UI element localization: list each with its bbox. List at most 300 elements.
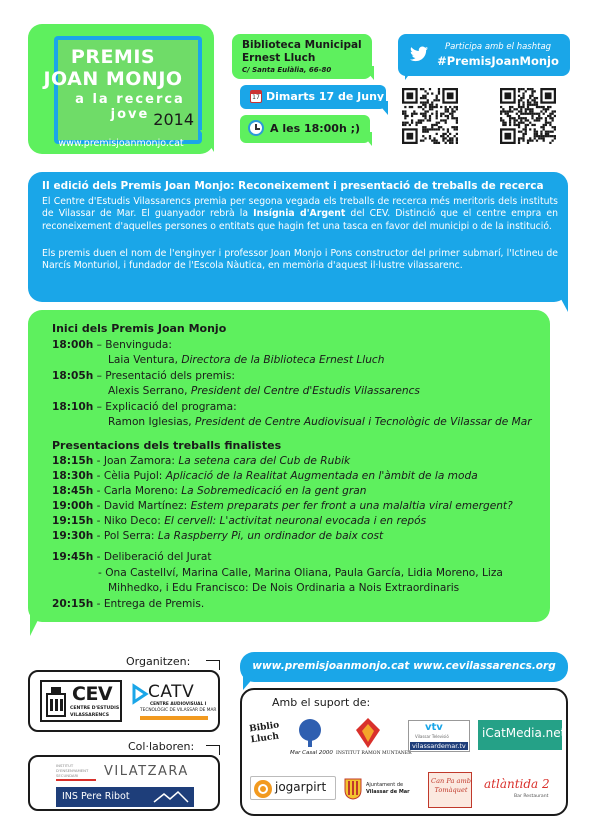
qr-module <box>531 88 533 90</box>
can-pa-logo[interactable] <box>428 772 472 808</box>
qr-module <box>549 106 551 108</box>
qr-module <box>525 108 527 110</box>
qr-module <box>500 110 502 112</box>
qr-module <box>431 104 433 106</box>
program-bubble <box>28 310 550 622</box>
time-bubble <box>240 115 370 143</box>
qr-module <box>540 110 542 112</box>
qr-module <box>431 108 433 110</box>
qr-module <box>456 106 458 108</box>
qr-module <box>529 108 531 110</box>
program-bubble-tail <box>30 608 44 636</box>
twitter-bubble-tail <box>405 64 417 80</box>
qr-module <box>525 113 527 115</box>
program-person: Alexis Serrano, <box>108 385 191 397</box>
mountain-icon <box>154 791 188 803</box>
qr-module <box>451 117 453 119</box>
program-label: – Benvinguda: <box>96 339 172 351</box>
qr-module <box>454 128 456 130</box>
urls-links[interactable]: www.premisjoanmonjo.cat www.cevilassarencs.org <box>252 660 556 672</box>
cev-logo[interactable] <box>40 680 122 722</box>
qr-module <box>429 88 431 90</box>
qr-module <box>522 117 524 119</box>
qr-module <box>529 95 531 97</box>
qr-module <box>429 106 431 108</box>
qr-code-left[interactable] <box>402 88 458 144</box>
qr-module <box>531 113 533 115</box>
qr-module <box>447 92 454 99</box>
biblio-lluch-name: Biblio Lluch <box>248 720 280 746</box>
program-section-presentations: Presentacions dels treballs finalistes <box>52 439 282 452</box>
qr-module <box>409 124 411 126</box>
qr-module <box>522 133 524 135</box>
qr-module <box>451 137 453 139</box>
qr-module <box>527 104 529 106</box>
qr-module <box>554 126 556 128</box>
qr-module <box>442 119 444 121</box>
qr-module <box>513 119 515 121</box>
program-time: 18:00h <box>52 339 94 351</box>
qr-module <box>543 113 545 115</box>
qr-module <box>547 131 549 133</box>
qr-module <box>447 140 449 142</box>
program-time: 19:30h <box>52 530 94 542</box>
qr-module <box>420 97 422 99</box>
qr-module <box>516 124 518 126</box>
qr-module <box>538 119 540 121</box>
qr-module <box>431 101 433 103</box>
qr-module <box>406 122 408 124</box>
catv-play-icon <box>132 684 148 704</box>
program-role: Directora de la Biblioteca Ernest Lluch <box>181 354 385 366</box>
qr-module <box>534 128 536 130</box>
qr-module <box>424 137 426 139</box>
info-p1-insignia: Insígnia d'Argent <box>253 208 346 220</box>
program-role: President de Centre Audiovisual i Tecnològic de Vilassar de Mar <box>195 416 532 428</box>
program-time: 19:45h <box>52 551 94 563</box>
qr-module <box>518 131 520 133</box>
qr-module <box>534 124 536 126</box>
qr-module <box>516 119 518 121</box>
qr-module <box>438 92 440 94</box>
qr-module <box>538 106 540 108</box>
qr-module <box>549 142 551 144</box>
qr-module <box>440 113 442 115</box>
ins-pere-ribot-logo[interactable] <box>56 787 194 807</box>
qr-module <box>545 110 547 112</box>
vilassar-tv-mark: vtv <box>425 722 443 733</box>
qr-module <box>520 119 522 121</box>
institut-ramon-muntaner-logo[interactable] <box>336 718 412 762</box>
qr-module <box>433 137 435 139</box>
program-time: 19:15h <box>52 515 94 527</box>
qr-module <box>418 119 420 121</box>
qr-module <box>436 104 438 106</box>
qr-module <box>415 113 417 115</box>
qr-module <box>436 128 438 130</box>
qr-module <box>502 124 504 126</box>
vilatzara-logo[interactable] <box>56 761 206 783</box>
qr-module <box>438 142 440 144</box>
qr-module <box>545 122 547 124</box>
qr-module <box>451 140 453 142</box>
qr-module <box>522 92 524 94</box>
program-section-opening: Inici dels Premis Joan Monjo <box>52 322 227 335</box>
qr-module <box>534 90 536 92</box>
biblio-lluch-logo[interactable] <box>250 718 286 758</box>
qr-module <box>429 137 431 139</box>
ajuntament-vilassar-logo[interactable] <box>344 776 410 802</box>
qr-module <box>442 133 444 135</box>
qr-module <box>431 124 433 126</box>
qr-module <box>509 115 511 117</box>
qr-module <box>531 92 533 94</box>
cev-building-icon <box>45 686 67 718</box>
qr-module <box>420 106 422 108</box>
qr-module <box>406 133 413 140</box>
qr-module <box>522 113 524 115</box>
ajuntament-line1: Ajuntament de <box>366 782 404 788</box>
qr-module <box>529 122 531 124</box>
qr-module <box>415 124 417 126</box>
qr-module <box>422 88 424 90</box>
program-time: 18:45h <box>52 485 94 497</box>
qr-module <box>522 140 524 142</box>
qr-module <box>420 140 422 142</box>
cev-subtitle-1: CENTRE D'ESTUDIS <box>70 706 120 711</box>
qr-module <box>413 110 415 112</box>
qr-module <box>534 113 536 115</box>
qr-module <box>518 142 520 144</box>
program-row-awards <box>52 598 204 610</box>
icatmedia-logo[interactable] <box>478 720 566 750</box>
qr-module <box>509 108 511 110</box>
collaborators-label: Col·laboren: <box>128 740 195 753</box>
qr-module <box>538 117 540 119</box>
program-detail-opening-1 <box>108 385 420 397</box>
qr-module <box>402 122 404 124</box>
qr-module <box>522 104 524 106</box>
qr-module <box>527 101 529 103</box>
qr-module <box>404 122 406 124</box>
jogarpirt-name: jogarpirt <box>275 780 327 794</box>
qr-module <box>518 115 520 117</box>
qr-module <box>520 137 522 139</box>
qr-module <box>451 142 453 144</box>
program-jury-line-2: Mihhedko, i Edu Francisco: De Nois Ordinaria a Nois Extraordinaris <box>108 582 460 594</box>
qr-module <box>445 115 447 117</box>
program-label: - Entrega de Premis. <box>93 598 205 610</box>
vilatzara-name: VILATZARA <box>104 764 189 779</box>
support-box <box>240 688 568 816</box>
program-row-presentation-0 <box>52 455 350 467</box>
qr-module <box>513 108 515 110</box>
venue-address: C/ Santa Eulàlia, 66-80 <box>242 66 332 74</box>
qr-module <box>436 124 438 126</box>
program-time: 18:15h <box>52 455 94 467</box>
qr-module <box>451 115 453 117</box>
program-row-presentation-1 <box>52 470 478 482</box>
qr-module <box>447 110 449 112</box>
qr-module <box>445 137 447 139</box>
qr-module <box>552 140 554 142</box>
qr-module <box>454 106 456 108</box>
info-p1-end: del CEV. Distinció que el centre empra en reconeixement d'aquelles persones o entitats que hagin fet una tasca en favor del municipi o de la institució. <box>42 208 558 232</box>
qr-module <box>402 124 404 126</box>
institut-ramon-muntaner-name: INSTITUT RAMON MUNTANER <box>336 751 412 756</box>
program-work: Aplicació de la Realitat Augmentada en l'àmbit de la moda <box>165 470 478 482</box>
qr-module <box>447 128 449 130</box>
program-person: - Pol Serra: <box>93 530 158 542</box>
qr-module <box>404 115 406 117</box>
qr-module <box>547 108 549 110</box>
qr-module <box>531 110 533 112</box>
qr-module <box>543 126 545 128</box>
qr-module <box>454 135 456 137</box>
venue-name-line2: Ernest Lluch <box>242 52 316 64</box>
qr-module <box>529 104 531 106</box>
program-work: La Raspberry Pi, un ordinador de baix cost <box>157 530 384 542</box>
qr-module <box>424 97 426 99</box>
qr-module <box>552 117 554 119</box>
qr-module <box>445 108 447 110</box>
qr-module <box>529 101 531 103</box>
qr-module <box>445 110 447 112</box>
tree-icon <box>296 718 324 748</box>
program-time: 19:00h <box>52 500 94 512</box>
qr-module <box>522 101 524 103</box>
qr-module <box>442 137 444 139</box>
time-bubble-tail <box>360 132 372 146</box>
program-person: Laia Ventura, <box>108 354 182 366</box>
qr-module <box>415 122 417 124</box>
qr-module <box>404 113 406 115</box>
qr-module <box>536 119 538 121</box>
qr-module <box>422 140 424 142</box>
qr-module <box>543 140 545 142</box>
qr-module <box>525 131 527 133</box>
qr-module <box>411 113 413 115</box>
qr-module <box>525 119 527 121</box>
qr-module <box>456 128 458 130</box>
info-paragraph-2: Els premis duen el nom de l'enginyer i professor Joan Monjo i Pons constructor del primer submarí, l'Ictineu de Narcís Monturiol, i fundador de l'Escola Nàutica, en memòria d'aquest il·lustre vilassarenc. <box>42 248 558 272</box>
twitter-hashtag[interactable]: #PremisJoanMonjo <box>437 54 559 68</box>
qr-module <box>422 104 424 106</box>
title-url-link[interactable]: www.premisjoanmonjo.cat <box>58 138 184 149</box>
qr-module <box>433 142 435 144</box>
mar-casal-logo[interactable] <box>290 718 333 762</box>
qr-module <box>436 115 438 117</box>
vilassar-tv-logo[interactable] <box>408 720 470 752</box>
title-bubble-tail <box>200 130 214 152</box>
ins-pere-ribot-name: INS Pere Ribot <box>62 791 130 802</box>
qr-module <box>420 119 422 121</box>
venue-name-line1: Biblioteca Municipal <box>242 39 362 51</box>
ajuntament-shield-icon <box>344 778 362 800</box>
jogarpirt-logo[interactable] <box>250 776 336 800</box>
qr-module <box>540 133 542 135</box>
qr-module <box>518 140 520 142</box>
qr-module <box>424 101 426 103</box>
qr-module <box>531 99 533 101</box>
qr-module <box>522 106 524 108</box>
qr-module <box>549 113 551 115</box>
qr-module <box>449 142 451 144</box>
qr-module <box>454 117 456 119</box>
qr-module <box>554 128 556 130</box>
atlantida-logo[interactable] <box>480 776 562 804</box>
qr-module <box>440 106 442 108</box>
qr-module <box>445 133 447 135</box>
qr-module <box>527 99 529 101</box>
qr-module <box>436 99 438 101</box>
qr-module <box>545 92 552 99</box>
qr-module <box>422 131 424 133</box>
qr-module <box>436 117 438 119</box>
qr-module <box>438 90 440 92</box>
qr-module <box>525 128 527 130</box>
ajuntament-line2: Vilassar de Mar <box>366 789 410 795</box>
qr-module <box>429 119 431 121</box>
qr-module <box>433 99 435 101</box>
qr-module <box>525 126 527 128</box>
atlantida-name: atlàntida 2 <box>484 777 550 791</box>
qr-module <box>540 126 542 128</box>
qr-code-right[interactable] <box>500 88 556 144</box>
qr-module <box>440 115 442 117</box>
qr-module <box>518 122 520 124</box>
qr-module <box>504 110 506 112</box>
qr-module <box>549 124 551 126</box>
qr-module <box>422 135 424 137</box>
qr-module <box>534 137 536 139</box>
qr-module <box>422 115 424 117</box>
qr-module <box>509 106 511 108</box>
qr-module <box>454 126 456 128</box>
qr-module <box>543 135 545 137</box>
twitter-bird-icon <box>410 46 428 62</box>
qr-module <box>504 113 506 115</box>
qr-module <box>534 131 536 133</box>
qr-module <box>431 126 433 128</box>
qr-module <box>552 135 554 137</box>
title-premis: PREMIS <box>70 46 156 68</box>
qr-module <box>536 113 538 115</box>
qr-module <box>549 117 551 119</box>
qr-module <box>411 119 413 121</box>
qr-module <box>454 110 456 112</box>
title-subtitle: a la recerca jove <box>75 92 185 122</box>
qr-module <box>404 110 406 112</box>
qr-module <box>429 108 431 110</box>
qr-module <box>427 110 429 112</box>
qr-module <box>500 106 502 108</box>
qr-module <box>534 97 536 99</box>
qr-module <box>552 113 554 115</box>
qr-module <box>456 140 458 142</box>
program-row-opening-1 <box>52 370 235 382</box>
qr-module <box>436 106 438 108</box>
qr-module <box>527 88 529 90</box>
qr-module <box>431 113 433 115</box>
program-detail-opening-0 <box>108 354 384 366</box>
venue-bubble-tail <box>362 66 374 80</box>
qr-module <box>527 108 529 110</box>
qr-module <box>520 131 522 133</box>
qr-module <box>518 101 520 103</box>
qr-module <box>527 106 529 108</box>
qr-module <box>536 133 538 135</box>
qr-module <box>433 106 435 108</box>
qr-module <box>520 122 522 124</box>
program-row-opening-0 <box>52 339 172 351</box>
qr-module <box>518 137 520 139</box>
qr-module <box>536 97 538 99</box>
event-date: Dimarts 17 de Juny <box>266 90 385 103</box>
qr-module <box>536 106 538 108</box>
event-time: A les 18:00h ;) <box>270 122 361 135</box>
qr-module <box>518 124 520 126</box>
qr-module <box>424 95 426 97</box>
qr-module <box>516 113 518 115</box>
qr-module <box>422 95 424 97</box>
qr-module <box>554 135 556 137</box>
qr-module <box>438 88 440 90</box>
qr-module <box>449 137 451 139</box>
qr-module <box>531 117 533 119</box>
qr-module <box>554 137 556 139</box>
qr-module <box>502 122 504 124</box>
qr-module <box>507 115 509 117</box>
program-label: - Deliberació del Jurat <box>93 551 212 563</box>
qr-module <box>527 124 529 126</box>
qr-module <box>552 126 554 128</box>
organizers-box <box>28 670 220 732</box>
qr-module <box>404 117 406 119</box>
qr-module <box>520 106 522 108</box>
qr-module <box>538 135 540 137</box>
qr-module <box>531 108 533 110</box>
organizers-label-tail <box>206 660 220 670</box>
qr-module <box>518 126 520 128</box>
qr-module <box>538 115 540 117</box>
qr-module <box>513 124 515 126</box>
qr-module <box>409 106 411 108</box>
qr-module <box>424 90 426 92</box>
atlantida-subtitle: Bar Restaurant <box>514 794 549 799</box>
qr-module <box>422 108 424 110</box>
program-time: 18:30h <box>52 470 94 482</box>
qr-module <box>507 110 509 112</box>
qr-module <box>456 119 458 121</box>
program-jury-line-1: - Ona Castellví, Marina Calle, Marina Oliana, Paula García, Lidia Moreno, Liza <box>98 567 503 579</box>
qr-module <box>438 126 440 128</box>
qr-module <box>411 115 413 117</box>
qr-module <box>418 122 420 124</box>
catv-logo[interactable] <box>132 680 217 724</box>
qr-module <box>447 117 449 119</box>
qr-module <box>451 113 453 115</box>
qr-module <box>504 122 506 124</box>
qr-module <box>525 133 527 135</box>
qr-module <box>518 104 520 106</box>
qr-module <box>429 104 431 106</box>
program-time: 18:05h <box>52 370 94 382</box>
qr-module <box>509 122 511 124</box>
collaborators-box <box>28 755 220 811</box>
qr-module <box>549 131 551 133</box>
qr-module <box>540 135 542 137</box>
